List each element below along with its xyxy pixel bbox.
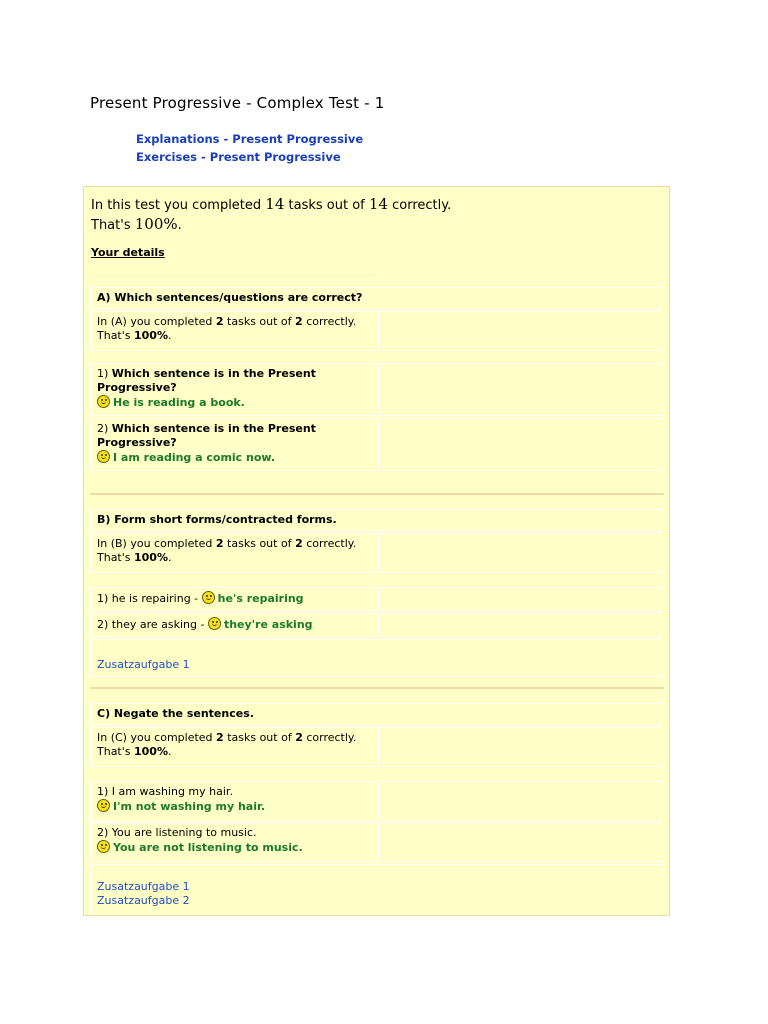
section-c-task-2: 2) You are listening to music. You are not listening to music.	[90, 822, 662, 862]
your-details-label: Your details	[91, 246, 165, 259]
section-separator	[90, 493, 664, 495]
section-a-task-1: 1) Which sentence is in the Present Progressive? He is reading a book.	[90, 363, 662, 416]
section-separator	[90, 687, 664, 689]
section-c-heading: C) Negate the sentences.	[90, 703, 662, 725]
result-panel	[83, 186, 670, 916]
zusatzaufgabe-link[interactable]: Zusatzaufgabe 2	[97, 894, 190, 907]
section-b-task-2: 2) they are asking - they're asking	[90, 613, 662, 637]
smiley-icon	[97, 799, 110, 812]
zusatzaufgabe-link[interactable]: Zusatzaufgabe 1	[97, 658, 190, 671]
smiley-icon	[97, 450, 110, 463]
section-b-heading: B) Form short forms/contracted forms.	[90, 509, 662, 531]
section-a-result: In (A) you completed 2 tasks out of 2 correctly. That's 100%.	[90, 311, 662, 351]
page-title: Present Progressive - Complex Test - 1	[90, 94, 385, 112]
section-b-extras	[90, 639, 662, 677]
section-top-border	[90, 275, 378, 278]
section-b-result: In (B) you completed 2 tasks out of 2 correctly. That's 100%.	[90, 533, 662, 573]
smiley-icon	[97, 395, 110, 408]
section-b-task-1: 1) he is repairing - he's repairing	[90, 587, 662, 611]
explanations-link[interactable]: Explanations - Present Progressive	[136, 132, 364, 146]
test-summary: In this test you completed 14 tasks out of 14 correctly. That's 100%.	[91, 195, 452, 233]
section-a-heading: A) Which sentences/questions are correct?	[90, 287, 662, 309]
section-a-task-2: 2) Which sentence is in the Present Progressive? I am reading a comic now.	[90, 418, 662, 471]
smiley-icon	[208, 617, 221, 630]
section-c-result: In (C) you completed 2 tasks out of 2 correctly. That's 100%.	[90, 727, 662, 767]
smiley-icon	[202, 591, 215, 604]
exercises-link[interactable]: Exercises - Present Progressive	[136, 150, 341, 164]
related-links	[136, 130, 363, 166]
smiley-icon	[97, 840, 110, 853]
section-c-extras	[90, 864, 662, 916]
section-c-task-1: 1) I am washing my hair. I'm not washing my hair.	[90, 781, 662, 821]
zusatzaufgabe-link[interactable]: Zusatzaufgabe 1	[97, 880, 190, 893]
